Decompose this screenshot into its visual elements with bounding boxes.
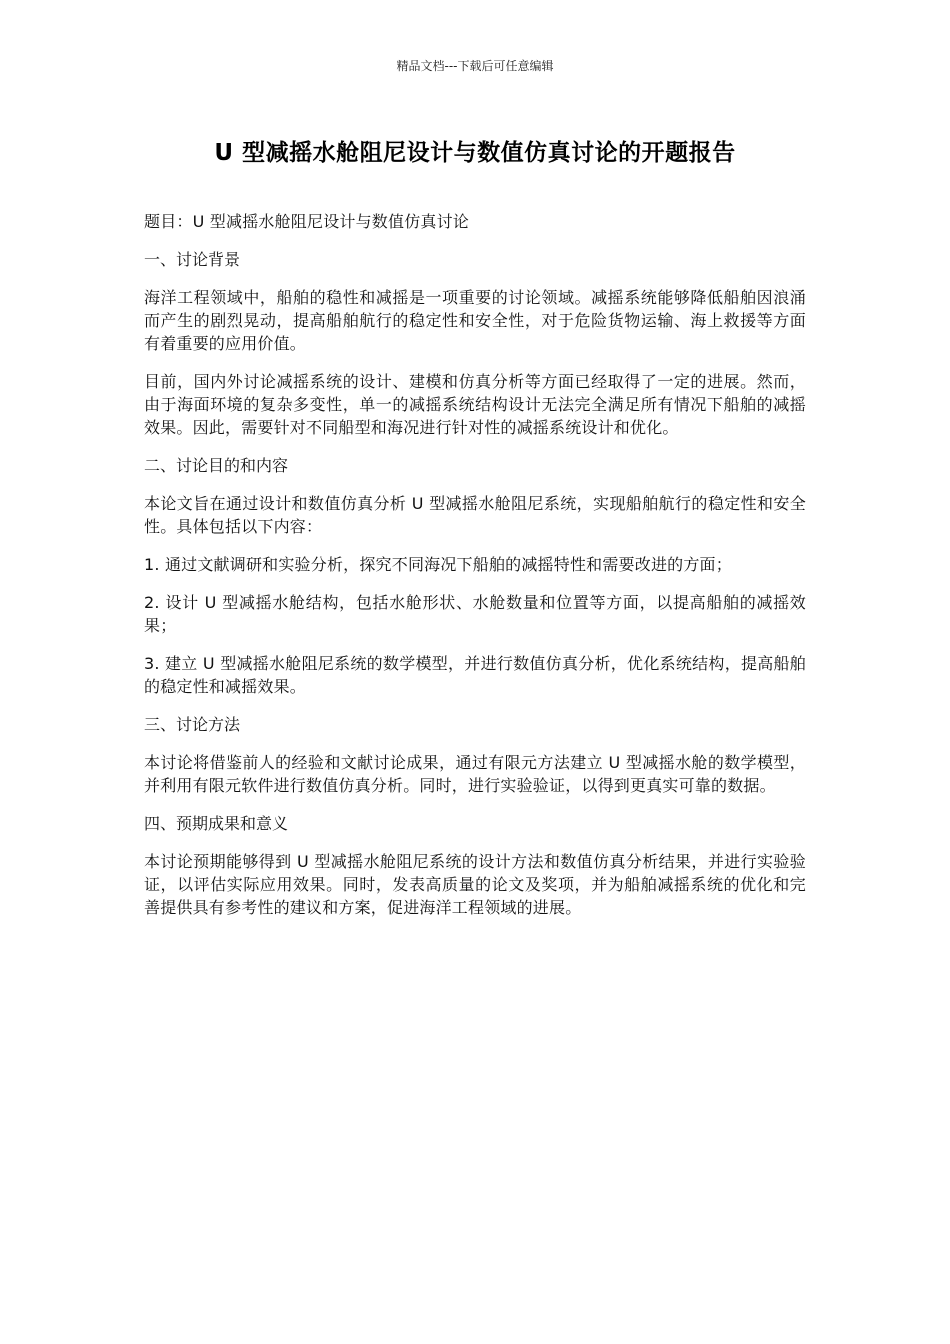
- purpose-item-2: 2. 设计 U 型减摇水舱结构，包括水舱形状、水舱数量和位置等方面，以提高船舶的减摇效果；: [144, 593, 806, 635]
- section-heading-background: 一、讨论背景: [144, 250, 241, 269]
- document-body: [144, 210, 806, 934]
- section-heading-method: 三、讨论方法: [144, 715, 241, 734]
- purpose-item-3: 3. 建立 U 型减摇水舱阻尼系统的数学模型，并进行数值仿真分析，优化系统结构，提高船舶的稳定性和减摇效果。: [144, 654, 806, 696]
- header-note: 精品文档---下载后可任意编辑: [396, 59, 554, 73]
- method-paragraph: 本讨论将借鉴前人的经验和文献讨论成果，通过有限元方法建立 U 型减摇水舱的数学模型，并利用有限元软件进行数值仿真分析。同时，进行实验验证，以得到更真实可靠的数据。: [144, 753, 806, 795]
- section-heading-purpose: 二、讨论目的和内容: [144, 456, 289, 475]
- purpose-item-1: 1. 通过文献调研和实验分析，探究不同海况下船舶的减摇特性和需要改进的方面；: [144, 555, 732, 574]
- purpose-paragraph-intro: 本论文旨在通过设计和数值仿真分析 U 型减摇水舱阻尼系统，实现船舶航行的稳定性和安全性。具体包括以下内容：: [144, 494, 806, 536]
- document-title: U 型减摇水舱阻尼设计与数值仿真讨论的开题报告: [214, 140, 736, 166]
- topic-line: 题目：U 型减摇水舱阻尼设计与数值仿真讨论: [144, 212, 469, 231]
- background-paragraph-2: 目前，国内外讨论减摇系统的设计、建模和仿真分析等方面已经取得了一定的进展。然而，由于海面环境的复杂多变性，单一的减摇系统结构设计无法完全满足所有情况下船舶的减摇效果。因此，需要针对不同船型和海况进行针对性的减摇系统设计和优化。: [144, 372, 806, 437]
- section-heading-outcomes: 四、预期成果和意义: [144, 814, 289, 833]
- outcomes-paragraph: 本讨论预期能够得到 U 型减摇水舱阻尼系统的设计方法和数值仿真分析结果，并进行实验验证，以评估实际应用效果。同时，发表高质量的论文及奖项，并为船舶减摇系统的优化和完善提供具有参考性的建议和方案，促进海洋工程领域的进展。: [144, 852, 806, 917]
- background-paragraph-1: 海洋工程领域中，船舶的稳性和减摇是一项重要的讨论领域。减摇系统能够降低船舶因浪涌而产生的剧烈晃动，提高船舶航行的稳定性和安全性，对于危险货物运输、海上救援等方面有着重要的应用价值。: [144, 288, 806, 353]
